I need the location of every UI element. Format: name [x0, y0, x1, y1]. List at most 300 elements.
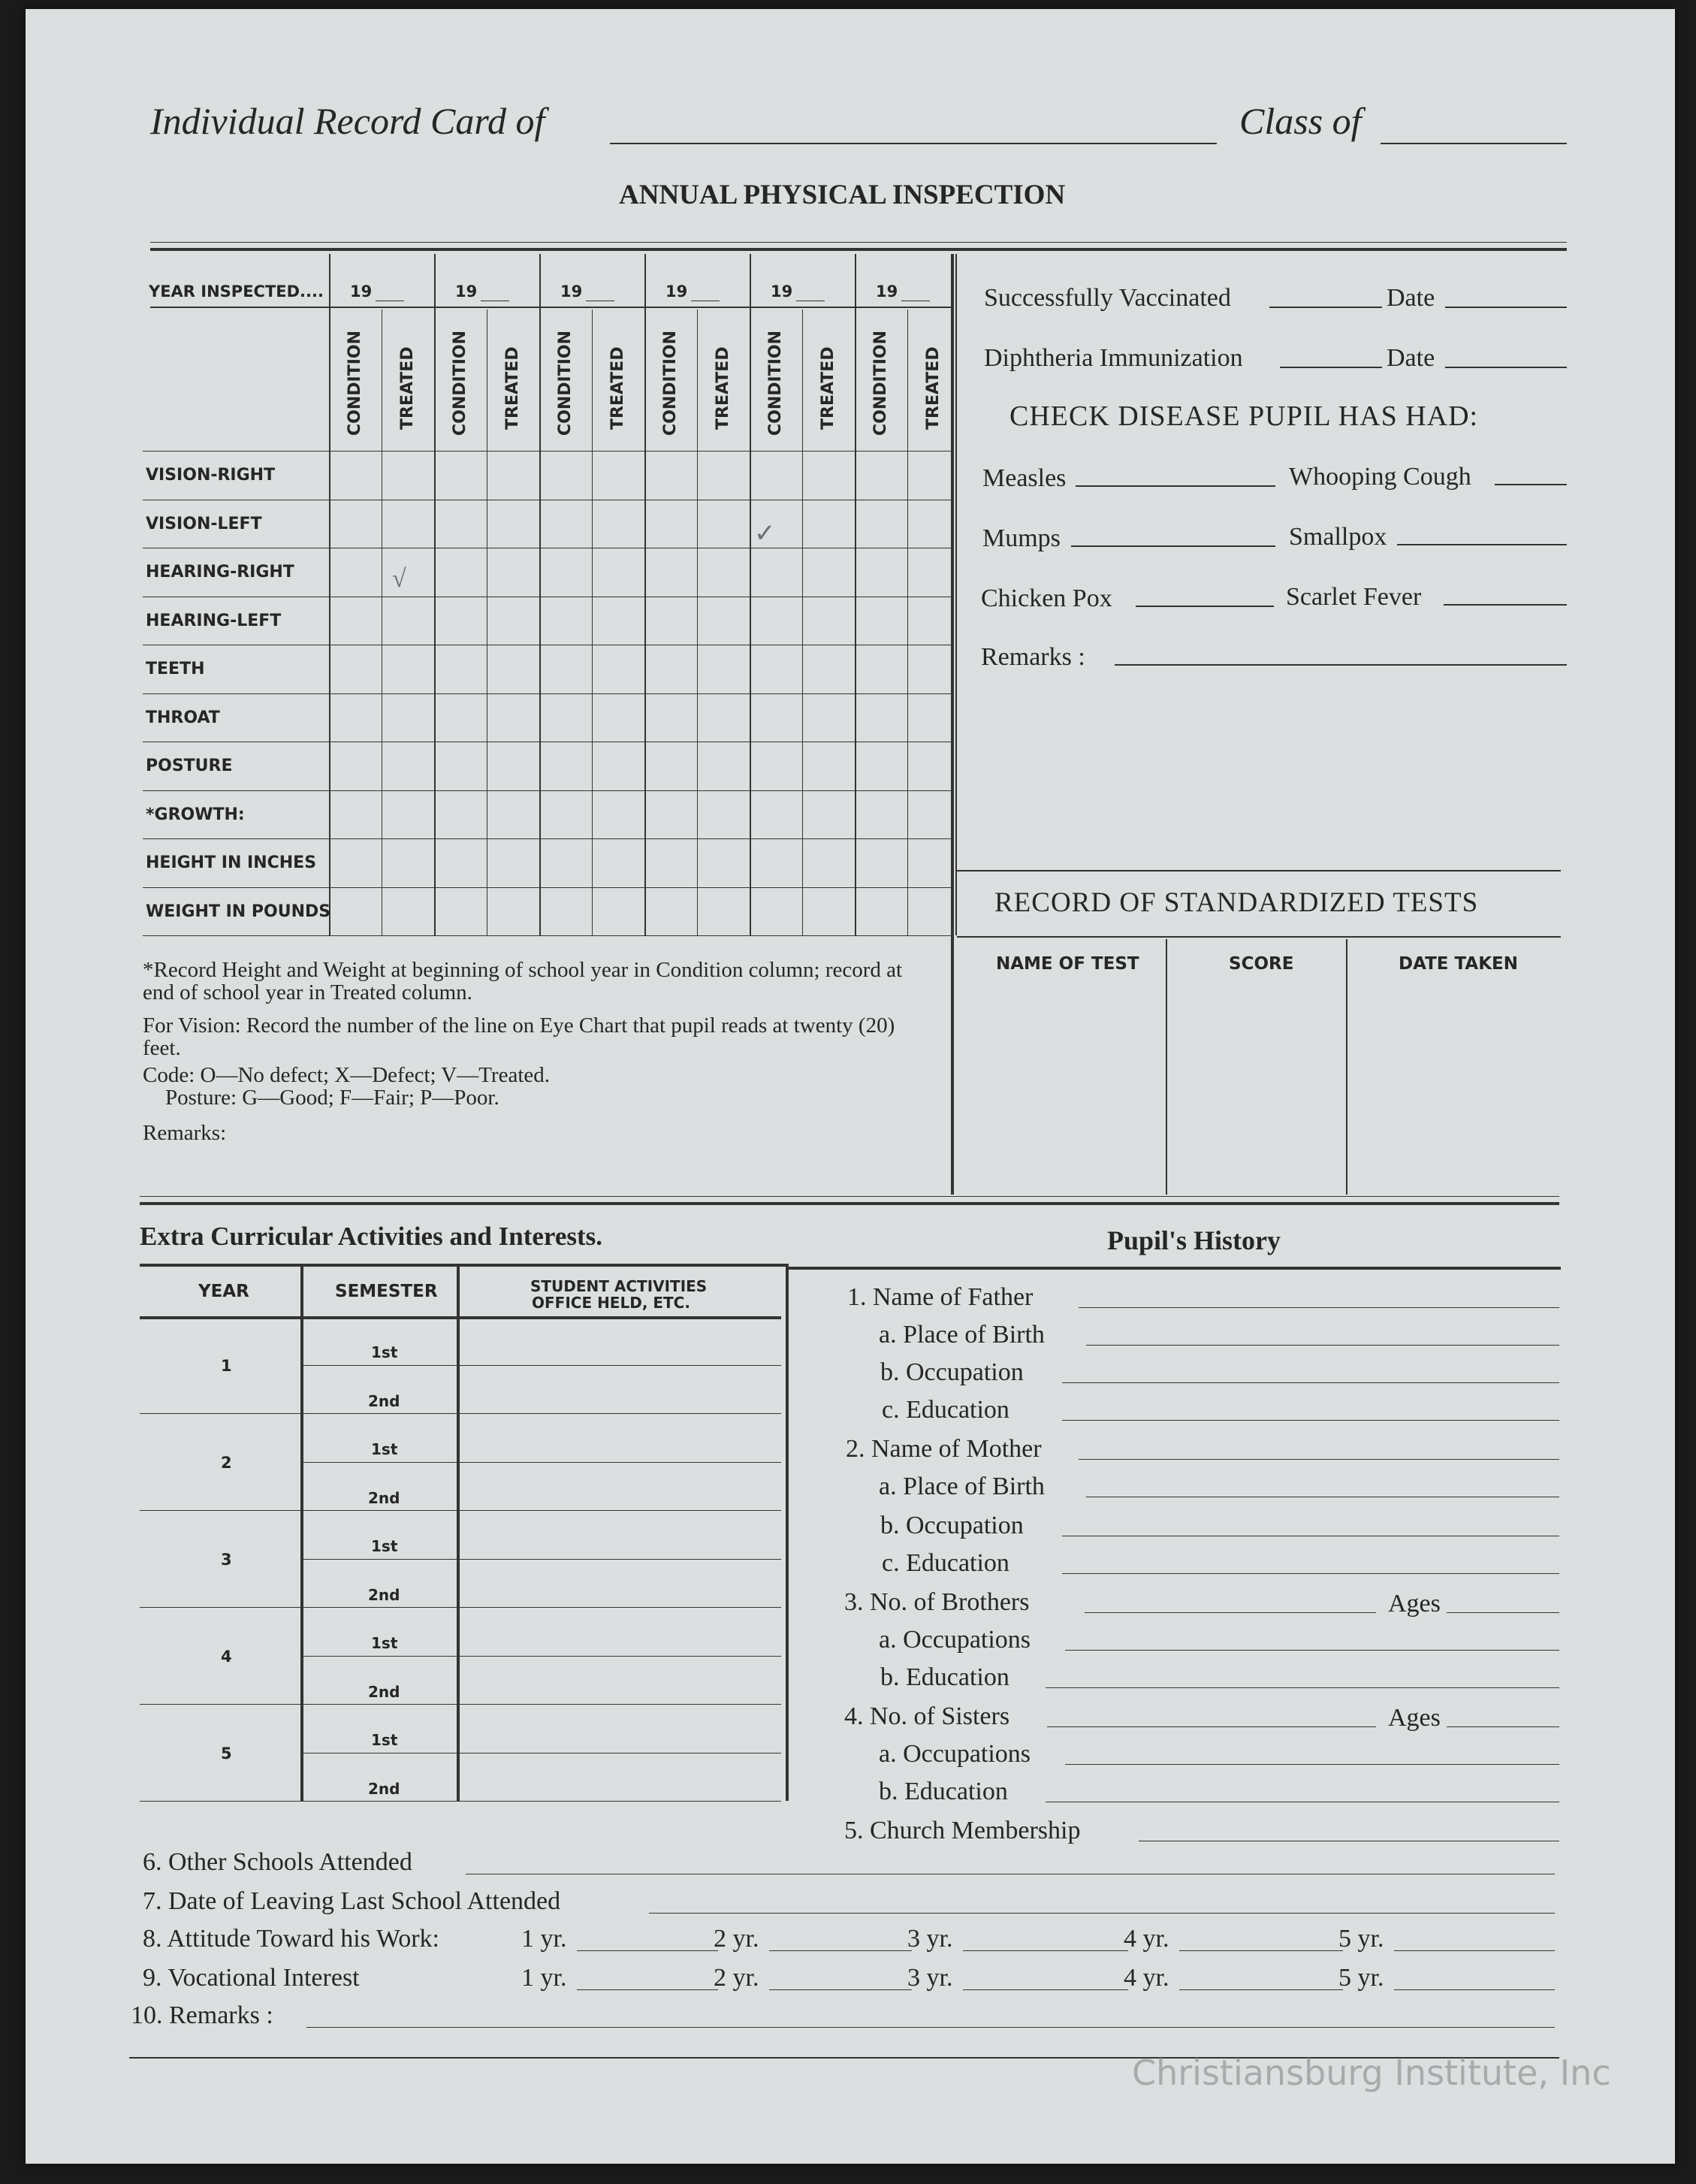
- inspection-cell[interactable]: [752, 744, 800, 788]
- footer-field-line[interactable]: [649, 1913, 1555, 1914]
- activities-semester-line: [303, 1753, 781, 1754]
- inspection-cell[interactable]: [910, 453, 953, 497]
- activities-year-line: [140, 1510, 781, 1511]
- inspection-cell[interactable]: [594, 647, 642, 691]
- inspection-cell[interactable]: [699, 744, 747, 788]
- activities-col-semester: SEMESTER: [335, 1282, 438, 1301]
- inspection-cell[interactable]: [910, 696, 953, 740]
- inspection-cell[interactable]: [752, 890, 800, 934]
- name-field-line[interactable]: [610, 143, 1217, 144]
- inspection-cell[interactable]: [752, 599, 800, 643]
- history-field-line[interactable]: [1065, 1650, 1559, 1651]
- activities-year-line: [140, 1607, 781, 1608]
- card-title: Individual Record Card of: [150, 100, 545, 142]
- history-field-line[interactable]: [1079, 1459, 1559, 1460]
- mumps-line[interactable]: [1071, 545, 1275, 547]
- disease-scarlet-fever: Scarlet Fever: [1286, 583, 1422, 611]
- inspection-cell[interactable]: [804, 550, 853, 594]
- inspection-cell[interactable]: [647, 744, 695, 788]
- year-prefix: 19: [771, 282, 793, 301]
- year-group-divider: [644, 254, 646, 935]
- history-field-line[interactable]: [1046, 1687, 1559, 1688]
- activities-title: Extra Curricular Activities and Interests.: [140, 1222, 603, 1251]
- inspection-cell[interactable]: [699, 890, 747, 934]
- inspection-cell[interactable]: [857, 793, 905, 837]
- activities-semester-label: 1st: [371, 1343, 398, 1361]
- history-field-label: 2. Name of Mother: [846, 1435, 1042, 1463]
- year-inspected-label: YEAR INSPECTED....: [149, 282, 324, 301]
- activities-divider-semester: [457, 1264, 460, 1801]
- inspection-row-label: VISION-LEFT: [146, 514, 262, 533]
- inspection-cell[interactable]: [594, 890, 642, 934]
- activities-entry-cell[interactable]: [463, 1756, 780, 1799]
- header-rule-top: [150, 242, 1567, 243]
- col-condition-header: CONDITION: [451, 330, 469, 436]
- inspection-cell[interactable]: [594, 502, 642, 546]
- inspection-row-label: HEARING-RIGHT: [146, 563, 294, 581]
- history-field-label: 4. No. of Sisters: [844, 1702, 1010, 1730]
- history-field-label: b. Occupation: [880, 1512, 1024, 1539]
- inspection-row-label: POSTURE: [146, 757, 233, 775]
- column-divider: [697, 310, 698, 935]
- inspection-cell[interactable]: [857, 502, 905, 546]
- history-field-line[interactable]: [1065, 1764, 1559, 1765]
- disease-mumps: Mumps: [982, 524, 1061, 552]
- inspection-row-label: WEIGHT IN POUNDS: [146, 902, 331, 921]
- activities-semester-label: 2nd: [368, 1682, 400, 1701]
- inspection-row-label: THROAT: [146, 708, 220, 727]
- inspection-cell[interactable]: [699, 841, 747, 885]
- inspection-subtitle: ANNUAL PHYSICAL INSPECTION: [619, 180, 1066, 210]
- inspection-cell[interactable]: [699, 793, 747, 837]
- footer-vocational-label: 9. Vocational Interest: [143, 1964, 360, 1992]
- footer-year-line[interactable]: [963, 1989, 1128, 1990]
- history-field-label: 1. Name of Father: [847, 1283, 1034, 1311]
- inspection-cell[interactable]: [647, 599, 695, 643]
- inspection-cell[interactable]: [699, 502, 747, 546]
- inspection-cell[interactable]: [910, 502, 953, 546]
- history-field-label: 5. Church Membership: [844, 1817, 1081, 1844]
- col-condition-header: CONDITION: [871, 330, 890, 436]
- inspection-row-label: HEARING-LEFT: [146, 611, 282, 630]
- inspection-cell[interactable]: [542, 793, 590, 837]
- history-field-line[interactable]: [1062, 1382, 1559, 1383]
- check-mark: ✓: [754, 520, 776, 548]
- inspection-cell[interactable]: [857, 599, 905, 643]
- history-field-label: b. Occupation: [880, 1358, 1024, 1386]
- col-treated-header: TREATED: [608, 346, 627, 430]
- history-field-label: b. Education: [879, 1778, 1008, 1805]
- inspection-cell[interactable]: [594, 453, 642, 497]
- posture-line: Posture: G—Good; F—Fair; P—Poor.: [165, 1086, 499, 1110]
- inspection-cell[interactable]: [384, 502, 432, 546]
- inspection-cell[interactable]: [804, 890, 853, 934]
- activities-rule-top: [140, 1264, 786, 1267]
- inspection-cell[interactable]: [594, 696, 642, 740]
- footer-year-line[interactable]: [1179, 1950, 1343, 1951]
- measles-line[interactable]: [1076, 485, 1275, 487]
- history-ages-label: Ages: [1388, 1704, 1441, 1732]
- inspection-cell[interactable]: [647, 841, 695, 885]
- inspection-cell[interactable]: [699, 599, 747, 643]
- footer-year-line[interactable]: [769, 1950, 912, 1951]
- footer-year-line[interactable]: [1179, 1989, 1343, 1990]
- year-group-divider: [955, 254, 957, 935]
- footer-year-label: 4 yr.: [1124, 1964, 1169, 1992]
- inspection-cell[interactable]: [384, 550, 432, 594]
- history-field-label: a. Occupations: [879, 1740, 1031, 1768]
- grid-row-line: [143, 451, 952, 452]
- activities-entry-cell[interactable]: [463, 1513, 780, 1556]
- inspection-cell[interactable]: [594, 599, 642, 643]
- inspection-cell[interactable]: [331, 744, 379, 788]
- inspection-cell[interactable]: [331, 647, 379, 691]
- activities-year-label: 3: [221, 1551, 232, 1569]
- year-prefix: 19: [876, 282, 898, 301]
- footer-year-line[interactable]: [769, 1989, 912, 1990]
- inspection-cell[interactable]: [384, 793, 432, 837]
- inspection-cell[interactable]: [436, 696, 484, 740]
- inspection-cell[interactable]: [804, 599, 853, 643]
- activities-entry-cell[interactable]: [463, 1707, 780, 1750]
- inspection-cell[interactable]: [594, 744, 642, 788]
- history-field-line[interactable]: [1079, 1307, 1559, 1308]
- inspection-cell[interactable]: [489, 744, 537, 788]
- inspection-cell[interactable]: [436, 841, 484, 885]
- inspection-cell[interactable]: [384, 841, 432, 885]
- col-condition-header: CONDITION: [556, 330, 575, 436]
- activities-semester-label: 1st: [371, 1634, 398, 1652]
- inspection-cell[interactable]: [752, 647, 800, 691]
- activities-semester-label: 2nd: [368, 1779, 400, 1798]
- year-prefix: 19: [350, 282, 373, 301]
- grid-row-line: [143, 935, 952, 936]
- activities-semester-line: [303, 1462, 781, 1463]
- inspection-cell[interactable]: [857, 841, 905, 885]
- tests-col-score: SCORE: [1229, 954, 1294, 974]
- footer-field-line[interactable]: [306, 2027, 1555, 2028]
- inspection-row-label: TEETH: [146, 660, 205, 678]
- history-field-label: a. Place of Birth: [879, 1473, 1045, 1500]
- history-field-label: c. Education: [882, 1396, 1009, 1424]
- inspection-cell[interactable]: [436, 550, 484, 594]
- inspection-cell[interactable]: [542, 696, 590, 740]
- history-field-line[interactable]: [1047, 1726, 1376, 1727]
- tests-divider-2: [1346, 939, 1347, 1195]
- inspection-cell[interactable]: [857, 647, 905, 691]
- col-condition-header: CONDITION: [766, 330, 785, 436]
- grid-row-line: [143, 887, 952, 888]
- inspection-cell[interactable]: [752, 696, 800, 740]
- inspection-cell[interactable]: [436, 647, 484, 691]
- inspection-cell[interactable]: [331, 453, 379, 497]
- inspection-cell[interactable]: [542, 550, 590, 594]
- inspection-cell[interactable]: [331, 890, 379, 934]
- inspection-cell[interactable]: [594, 793, 642, 837]
- grid-row-line: [143, 838, 952, 839]
- inspection-cell[interactable]: [436, 502, 484, 546]
- inspection-cell[interactable]: [857, 744, 905, 788]
- activities-year-line: [140, 1704, 781, 1705]
- activities-semester-line: [303, 1559, 781, 1560]
- inspection-cell[interactable]: [647, 890, 695, 934]
- inspection-cell[interactable]: [752, 550, 800, 594]
- inspection-cell[interactable]: [910, 793, 953, 837]
- inspection-cell[interactable]: [910, 841, 953, 885]
- vision-note: For Vision: Record the number of the line on Eye Chart that pupil reads at twenty (20) feet.: [143, 1013, 895, 1060]
- inspection-cell[interactable]: [542, 841, 590, 885]
- vaccinated-date-line[interactable]: [1445, 307, 1567, 308]
- inspection-cell[interactable]: [331, 841, 379, 885]
- inspection-cell[interactable]: [752, 453, 800, 497]
- immunization-remarks-line[interactable]: [1115, 664, 1567, 666]
- vaccinated-line[interactable]: [1269, 307, 1382, 308]
- column-divider: [907, 310, 908, 935]
- tests-col-date: DATE TAKEN: [1399, 954, 1519, 974]
- history-field-line[interactable]: [1085, 1612, 1376, 1613]
- inspection-cell[interactable]: [436, 890, 484, 934]
- footer-year-label: 1 yr.: [521, 1925, 567, 1953]
- header-rule-bottom: [150, 248, 1567, 251]
- inspection-cell[interactable]: [699, 647, 747, 691]
- inspection-cell[interactable]: [331, 793, 379, 837]
- mid-rule-bottom: [140, 1202, 1559, 1205]
- inspection-cell[interactable]: [699, 696, 747, 740]
- column-divider: [802, 310, 803, 935]
- col-treated-header: TREATED: [714, 346, 732, 430]
- activities-entry-cell[interactable]: [463, 1465, 780, 1508]
- tests-divider-1: [1166, 939, 1167, 1195]
- footer-year-label: 5 yr.: [1338, 1964, 1384, 1992]
- inspection-cell[interactable]: [542, 502, 590, 546]
- inspection-cell[interactable]: [647, 647, 695, 691]
- inspection-cell[interactable]: [331, 599, 379, 643]
- inspection-cell[interactable]: [804, 502, 853, 546]
- diphtheria-line[interactable]: [1280, 367, 1382, 368]
- col-treated-header: TREATED: [819, 346, 837, 430]
- inspection-cell[interactable]: [804, 453, 853, 497]
- inspection-remarks-label: Remarks:: [143, 1121, 227, 1145]
- activities-semester-label: 2nd: [368, 1391, 400, 1410]
- tests-rule-top: [957, 870, 1561, 871]
- activities-border-right: [786, 1264, 789, 1801]
- inspection-cell[interactable]: [647, 793, 695, 837]
- inspection-cell[interactable]: [857, 890, 905, 934]
- inspection-cell[interactable]: [804, 696, 853, 740]
- history-field-line[interactable]: [1086, 1345, 1559, 1346]
- class-label: Class of: [1239, 100, 1362, 142]
- inspection-cell[interactable]: [699, 453, 747, 497]
- inspection-cell[interactable]: [489, 793, 537, 837]
- grid-row-line: [143, 790, 952, 791]
- inspection-cell[interactable]: [489, 453, 537, 497]
- history-field-label: a. Place of Birth: [879, 1321, 1045, 1349]
- vaccinated-label: Successfully Vaccinated: [984, 284, 1231, 312]
- inspection-cell[interactable]: [489, 502, 537, 546]
- activities-year-label: 2: [221, 1454, 232, 1472]
- year-group-divider: [855, 254, 856, 935]
- inspection-cell[interactable]: [436, 599, 484, 643]
- history-ages-line[interactable]: [1447, 1726, 1559, 1727]
- footer-attitude-label: 8. Attitude Toward his Work:: [143, 1925, 440, 1953]
- activities-entry-cell[interactable]: [463, 1659, 780, 1702]
- footer-year-label: 1 yr.: [521, 1964, 567, 1992]
- diphtheria-label: Diphtheria Immunization: [984, 344, 1243, 372]
- inspection-row-label: HEIGHT IN INCHES: [146, 853, 317, 872]
- activities-col-activities: STUDENT ACTIVITIES: [530, 1277, 708, 1295]
- class-field-line[interactable]: [1381, 143, 1567, 144]
- inspection-cell[interactable]: [647, 696, 695, 740]
- activities-semester-label: 1st: [371, 1731, 398, 1749]
- activities-divider-year: [300, 1264, 303, 1801]
- year-header-rule: [150, 307, 952, 308]
- diphtheria-date-label: Date: [1387, 344, 1435, 372]
- inspection-cell[interactable]: [594, 841, 642, 885]
- history-rule: [786, 1267, 1561, 1270]
- inspection-cell[interactable]: [699, 550, 747, 594]
- inspection-cell[interactable]: [910, 599, 953, 643]
- history-ages-label: Ages: [1388, 1590, 1441, 1618]
- inspection-cell[interactable]: [542, 744, 590, 788]
- activities-entry-cell[interactable]: [463, 1368, 780, 1411]
- inspection-cell[interactable]: [436, 453, 484, 497]
- inspection-cell[interactable]: [384, 647, 432, 691]
- inspection-cell[interactable]: [647, 502, 695, 546]
- history-field-label: 3. No. of Brothers: [844, 1588, 1030, 1616]
- activities-semester-label: 1st: [371, 1440, 398, 1458]
- year-group-divider: [434, 254, 436, 935]
- scarlet-fever-line[interactable]: [1444, 604, 1567, 606]
- vaccinated-date-label: Date: [1387, 284, 1435, 312]
- activities-col-year: YEAR: [198, 1282, 249, 1301]
- inspection-cell[interactable]: [542, 647, 590, 691]
- inspection-cell[interactable]: [384, 696, 432, 740]
- activities-year-line: [140, 1413, 781, 1414]
- year-prefix: 19: [455, 282, 478, 301]
- inspection-cell[interactable]: [331, 550, 379, 594]
- inspection-cell[interactable]: [804, 744, 853, 788]
- year-group-divider: [329, 254, 330, 935]
- activities-year-label: 4: [221, 1648, 232, 1666]
- footer-year-line[interactable]: [577, 1989, 718, 1990]
- inspection-cell[interactable]: [436, 744, 484, 788]
- col-condition-header: CONDITION: [661, 330, 680, 436]
- inspection-cell[interactable]: [489, 550, 537, 594]
- smallpox-line[interactable]: [1397, 544, 1567, 545]
- activities-semester-label: 1st: [371, 1537, 398, 1555]
- disease-chicken-pox: Chicken Pox: [981, 585, 1112, 612]
- inspection-cell[interactable]: [331, 502, 379, 546]
- activities-semester-label: 2nd: [368, 1585, 400, 1604]
- activities-entry-cell[interactable]: [463, 1416, 780, 1459]
- footer-year-label: 2 yr.: [714, 1925, 759, 1953]
- col-treated-header: TREATED: [398, 346, 417, 430]
- tests-header-rule: [957, 936, 1561, 938]
- inspection-cell[interactable]: [489, 841, 537, 885]
- inspection-cell[interactable]: [752, 793, 800, 837]
- footer-field-label: 10. Remarks :: [131, 2001, 273, 2029]
- activities-entry-cell[interactable]: [463, 1562, 780, 1605]
- inspection-cell[interactable]: [910, 550, 953, 594]
- col-treated-header: TREATED: [503, 346, 522, 430]
- history-field-label: b. Education: [880, 1663, 1009, 1691]
- activities-semester-line: [303, 1365, 781, 1366]
- footer-field-label: 6. Other Schools Attended: [143, 1848, 412, 1876]
- inspection-cell[interactable]: [857, 550, 905, 594]
- footer-year-line[interactable]: [577, 1950, 718, 1951]
- footer-year-label: 4 yr.: [1124, 1925, 1169, 1953]
- inspection-cell[interactable]: [910, 890, 953, 934]
- check-disease-title: CHECK DISEASE PUPIL HAS HAD:: [1009, 400, 1479, 432]
- footer-year-label: 3 yr.: [907, 1925, 953, 1953]
- inspection-cell[interactable]: [331, 696, 379, 740]
- inspection-cell[interactable]: [384, 453, 432, 497]
- inspection-cell[interactable]: [647, 550, 695, 594]
- inspection-cell[interactable]: [489, 696, 537, 740]
- inspection-cell[interactable]: [489, 890, 537, 934]
- activities-year-label: 5: [221, 1744, 232, 1763]
- inspection-cell[interactable]: [489, 647, 537, 691]
- inspection-cell[interactable]: [384, 599, 432, 643]
- footer-year-line[interactable]: [963, 1950, 1128, 1951]
- history-field-line[interactable]: [1062, 1420, 1559, 1421]
- year-prefix: 19: [560, 282, 583, 301]
- code-line: Code: O—No defect; X—Defect; V—Treated.: [143, 1063, 551, 1087]
- year-group-divider: [750, 254, 751, 935]
- footer-year-line[interactable]: [1394, 1950, 1555, 1951]
- inspection-cell[interactable]: [804, 841, 853, 885]
- history-ages-line[interactable]: [1447, 1612, 1559, 1613]
- footer-year-label: 2 yr.: [714, 1964, 759, 1992]
- activities-semester-label: 2nd: [368, 1488, 400, 1507]
- inspection-cell[interactable]: [647, 453, 695, 497]
- inspection-cell[interactable]: [542, 453, 590, 497]
- whooping-cough-line[interactable]: [1495, 484, 1567, 485]
- footer-year-label: 5 yr.: [1338, 1925, 1384, 1953]
- inspection-cell[interactable]: [436, 793, 484, 837]
- inspection-cell[interactable]: [857, 696, 905, 740]
- grid-row-line: [143, 693, 952, 694]
- activities-year-label: 1: [221, 1357, 232, 1375]
- immunization-remarks-label: Remarks :: [981, 643, 1085, 671]
- year-prefix: 19: [665, 282, 688, 301]
- tests-col-name: NAME OF TEST: [996, 954, 1139, 974]
- activities-semester-line: [303, 1656, 781, 1657]
- inspection-cell[interactable]: [489, 599, 537, 643]
- diphtheria-date-line[interactable]: [1445, 367, 1567, 368]
- chicken-pox-line[interactable]: [1136, 606, 1274, 607]
- activities-col-office: OFFICE HELD, ETC.: [532, 1294, 690, 1312]
- inspection-cell[interactable]: [542, 890, 590, 934]
- history-field-line[interactable]: [1062, 1573, 1559, 1574]
- inspection-cell[interactable]: [910, 647, 953, 691]
- history-field-label: a. Occupations: [879, 1626, 1031, 1654]
- activities-entry-cell[interactable]: [463, 1610, 780, 1653]
- activities-year-line: [140, 1801, 781, 1802]
- inspection-cell[interactable]: [752, 841, 800, 885]
- inspection-cell[interactable]: [804, 793, 853, 837]
- inspection-cell[interactable]: [910, 744, 953, 788]
- footer-year-line[interactable]: [1394, 1989, 1555, 1990]
- column-divider: [592, 310, 593, 935]
- activities-entry-cell[interactable]: [463, 1319, 780, 1362]
- inspection-cell[interactable]: [804, 647, 853, 691]
- inspection-cell[interactable]: [384, 744, 432, 788]
- inspection-cell[interactable]: [542, 599, 590, 643]
- inspection-cell[interactable]: [384, 890, 432, 934]
- inspection-cell[interactable]: [594, 550, 642, 594]
- inspection-cell[interactable]: [857, 453, 905, 497]
